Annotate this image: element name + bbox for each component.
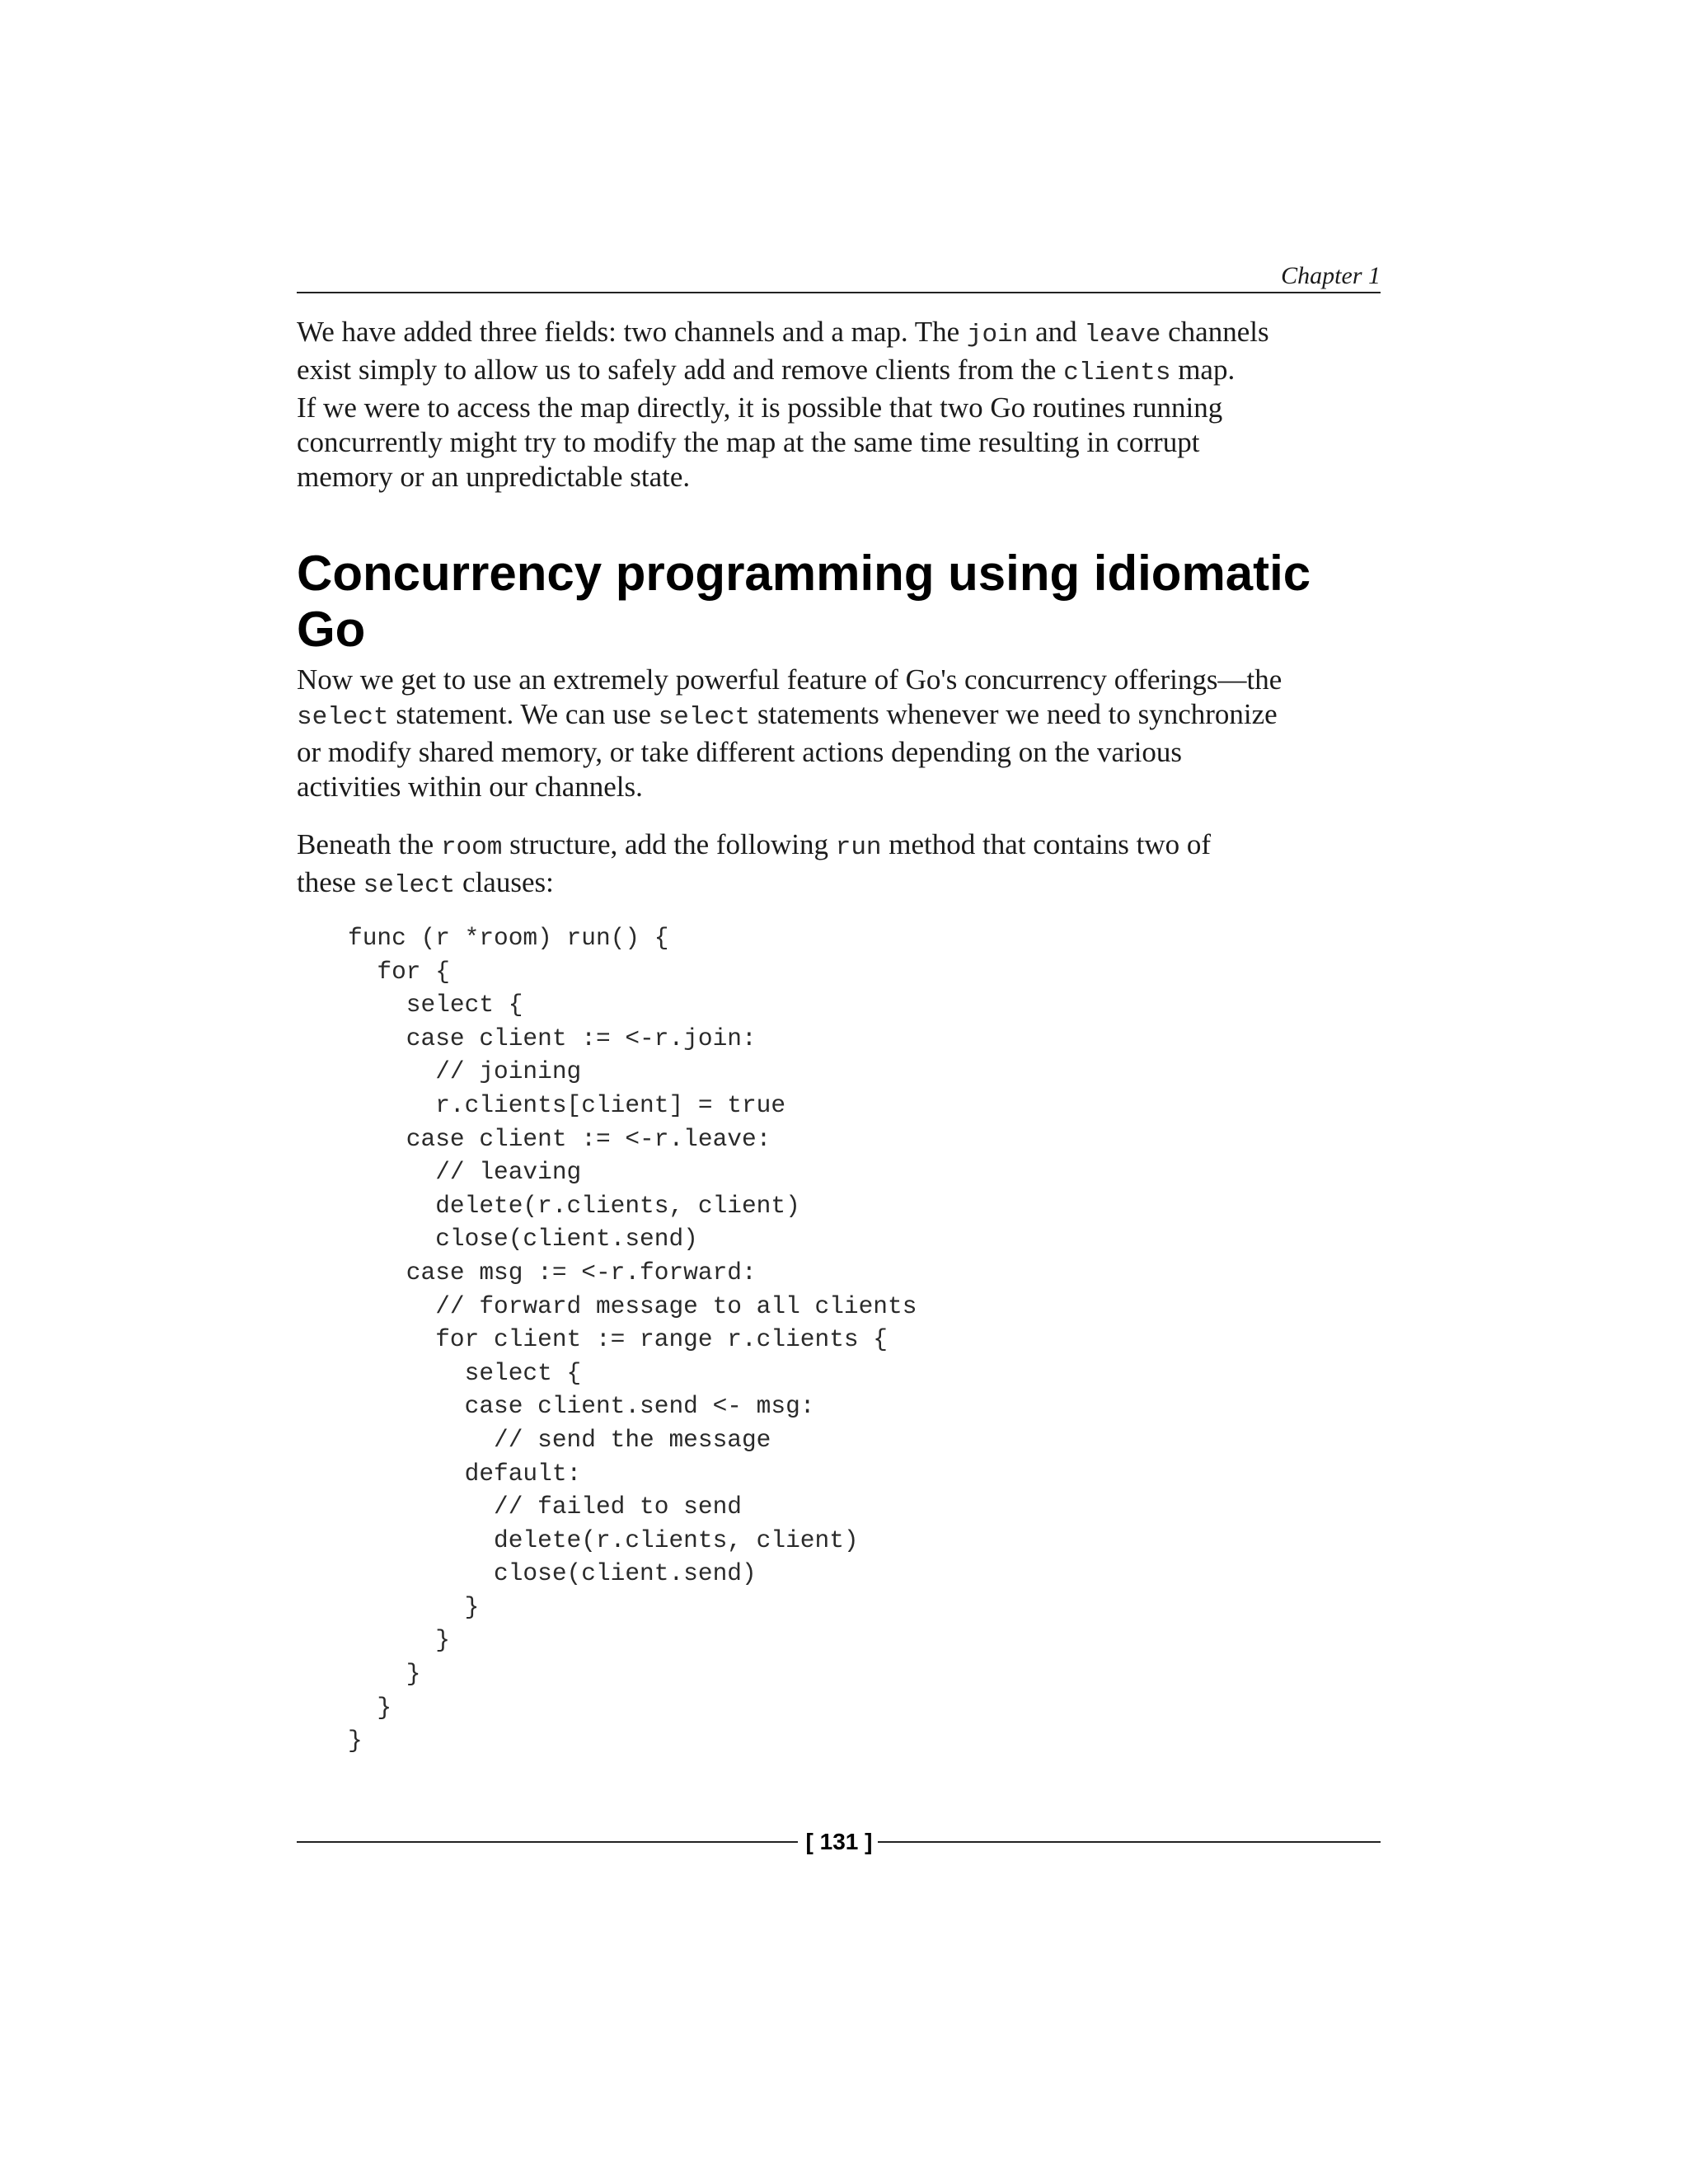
chapter-label: Chapter 1	[1281, 262, 1381, 289]
paragraph-line: select statement. We can use select statements whenever we need to synchronize	[297, 698, 1278, 732]
inline-code: select	[297, 703, 389, 732]
paragraph-line: Beneath the room structure, add the following run method that contains two of	[297, 828, 1212, 862]
running-header	[297, 262, 1381, 293]
book-page	[297, 0, 1381, 2184]
inline-code: run	[835, 833, 882, 862]
inline-code: select	[363, 871, 456, 900]
paragraph-line: exist simply to allow us to safely add and remove clients from the clients map.	[297, 354, 1236, 387]
run-method-paragraph	[297, 827, 1381, 903]
page-content	[297, 315, 1381, 1758]
page-footer	[297, 1828, 1381, 1856]
paragraph-line: activities within our channels.	[297, 771, 643, 803]
page-number: [ 131 ]	[805, 1829, 873, 1854]
intro-paragraph	[297, 315, 1381, 494]
paragraph-line: or modify shared memory, or take different actions depending on the various	[297, 736, 1182, 768]
inline-code: clients	[1063, 359, 1171, 387]
inline-code: join	[966, 321, 1029, 349]
section-heading: Concurrency programming using idiomatic Go	[297, 546, 1311, 657]
code-block: func (r *room) run() { for { select { case client := <-r.join: // joining r.clients[client] = true case client := <-r.leave: // leaving delete(r.clients, client) close(client.send) case msg := <-r.forward: // forward message to all clients for client := range r.clients { select { case client.send <- msg: // send the message default: // failed to send delete(r.clients, client) close(client.send) } } } } }	[348, 924, 917, 1755]
select-paragraph	[297, 663, 1381, 804]
paragraph-line: Now we get to use an extremely powerful feature of Go's concurrency offerings—the	[297, 663, 1282, 696]
footer-rule-left	[297, 1841, 798, 1843]
inline-code: room	[440, 833, 503, 862]
paragraph-line: If we were to access the map directly, it is possible that two Go routines running	[297, 391, 1223, 424]
inline-code: leave	[1084, 321, 1161, 349]
inline-code: select	[658, 703, 751, 732]
paragraph-line: these select clauses:	[297, 866, 554, 900]
footer-rule-right	[878, 1841, 1381, 1843]
paragraph-line: concurrently might try to modify the map at the same time resulting in corrupt	[297, 426, 1200, 458]
paragraph-line: memory or an unpredictable state.	[297, 461, 691, 493]
paragraph-line: We have added three fields: two channels and a map. The join and leave channels	[297, 316, 1269, 349]
